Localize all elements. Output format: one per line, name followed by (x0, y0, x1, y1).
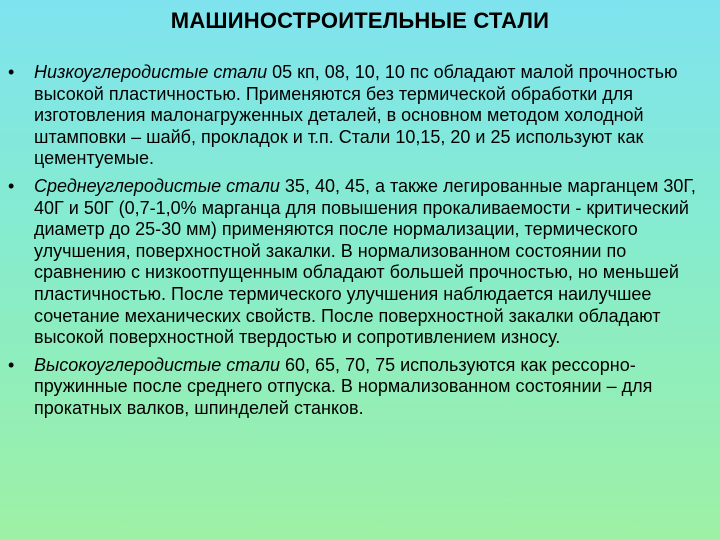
bullet-text: 60, 65, 70, 75 используются как рессорно-пружинные после среднего отпуска. В нормализованном состоянии – для прокатных валков, шпинделей станков. (34, 354, 653, 418)
bullet-high-carbon (8, 355, 708, 420)
bullet-low-carbon (8, 62, 708, 170)
bullet-text: 05 кп, 08, 10, 10 пс обладают малой прочностью высокой пластичностью. Применяются без термической обработки для изготовления малонагруженных деталей, в основном методом холодной штамповки – шайб, прокладок и т.п. Стали 10,15, 20 и 25 используют как цементуемые. (34, 62, 678, 169)
bullet-marker: • (8, 354, 15, 375)
bullet-marker: • (8, 175, 15, 196)
bullet-term: Низкоуглеродистые стали (34, 62, 268, 82)
bullet-term: Среднеуглеродистые стали (34, 175, 280, 196)
bullet-text: 35, 40, 45, а также легированные марганцем 30Г, 40Г и 50Г (0,7-1,0% марганца для повышения прокаливаемости - критический диаметр до 25-30 мм) применяются после нормализации, термического улучшения, поверхностной закалки. В нормализованном состоянии по сравнению с низкоотпущенным обладают большей прочностью, но меньшей пластичностью. После термического улучшения наблюдается наилучшее сочетание механических свойств. После поверхностной закалки обладают высокой поверхностной твердостью и сопротивлением износу. (34, 175, 696, 348)
bullet-term: Высокоуглеродистые стали (34, 354, 281, 375)
slide-title: МАШИНОСТРОИТЕЛЬНЫЕ СТАЛИ (170, 8, 550, 33)
bullet-medium-carbon (8, 176, 708, 349)
bullet-list (8, 62, 708, 426)
bullet-marker: • (8, 62, 15, 82)
